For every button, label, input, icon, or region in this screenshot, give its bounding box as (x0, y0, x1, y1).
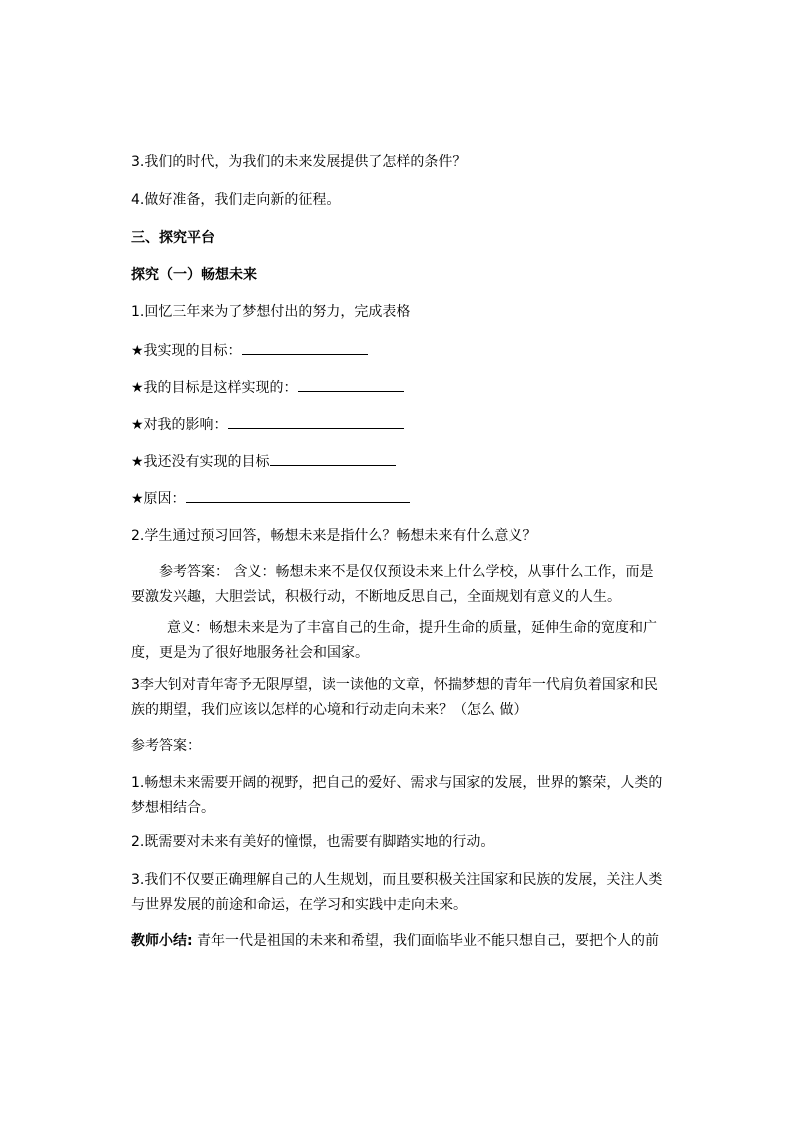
star-item-unachieved-goal (131, 450, 665, 475)
fill-blank-line[interactable] (228, 413, 404, 429)
section-heading-explore-platform: 三、探究平台 (131, 230, 215, 246)
fill-blank-line[interactable] (298, 376, 404, 392)
task-1: 1.回忆三年来为了梦想付出的努力，完成表格 (131, 304, 411, 320)
teacher-summary (131, 929, 665, 954)
star-item-label: ★原因： (131, 491, 186, 507)
subsection-heading-imagine-future: 探究（一）畅想未来 (131, 267, 257, 283)
star-item-how-achieved (131, 376, 665, 401)
teacher-summary-text: 青年一代是祖国的未来和希望，我们面临毕业不能只想自己，要把个人的前 (192, 933, 660, 949)
answer-meaning-paragraph: 参考答案： 含义：畅想未来不是仅仅预设未来上什么学校，从事什么工作，而是要激发兴趣，大胆尝试，积极行动，不断地反思自己，全面规划有意义的人生。 (131, 564, 654, 605)
fill-blank-line[interactable] (186, 487, 410, 503)
answer-point-2: 2.既需要对未来有美好的憧憬，也需要有脚踏实地的行动。 (131, 834, 495, 850)
task-3: 3李大钊对青年寄予无限厚望，读一读他的文章，怀揣梦想的青年一代肩负着国家和民族的期望，我们应该以怎样的心境和行动走向未来？（怎么 做） (131, 677, 658, 718)
answer-point-1: 1.畅想未来需要开阔的视野，把自己的爱好、需求与国家的发展，世界的繁荣，人类的梦想相结合。 (131, 775, 663, 816)
star-item-label: ★我实现的目标： (131, 343, 242, 359)
fill-blank-line[interactable] (270, 450, 396, 466)
star-item-label: ★我还没有实现的目标 (131, 454, 270, 470)
reference-answer-label: 参考答案： (131, 738, 201, 754)
answer-point-3: 3.我们不仅要正确理解自己的人生规划，而且要积极关注国家和民族的发展，关注人类与世界发展的前途和命运，在学习和实践中走向未来。 (131, 872, 663, 913)
star-item-achieved-goal (131, 339, 665, 364)
task-2: 2.学生通过预习回答，畅想未来是指什么？畅想未来有什么意义？ (131, 528, 537, 544)
teacher-summary-label: 教师小结: (131, 933, 193, 949)
question-3: 3.我们的时代，为我们的未来发展提供了怎样的条件？ (131, 154, 467, 170)
question-4: 4.做好准备，我们走向新的征程。 (131, 192, 341, 208)
star-item-reason (131, 487, 665, 512)
answer-significance-paragraph: 意义：畅想未来是为了丰富自己的生命，提升生命的质量，延伸生命的宽度和广度，更是为了很好地服务社会和国家。 (131, 620, 657, 661)
star-item-label: ★对我的影响： (131, 417, 228, 433)
star-item-label: ★我的目标是这样实现的： (131, 380, 298, 396)
fill-blank-line[interactable] (242, 339, 368, 355)
star-item-influence (131, 413, 665, 438)
